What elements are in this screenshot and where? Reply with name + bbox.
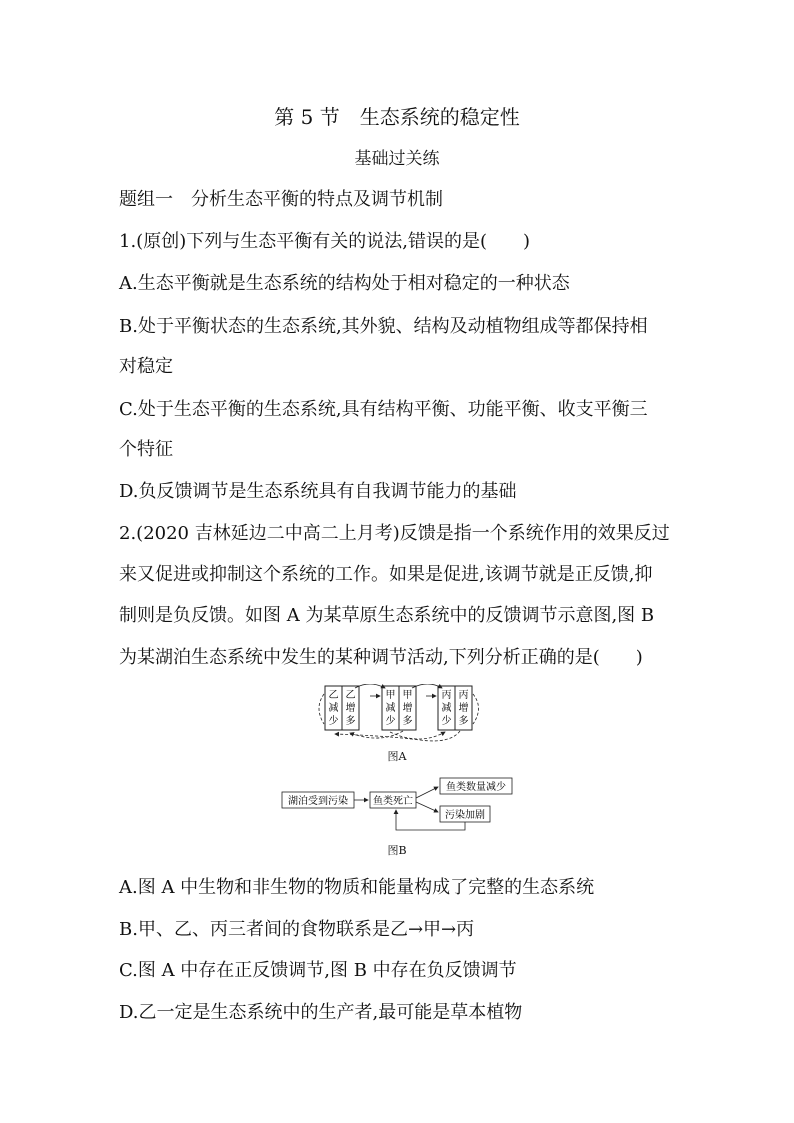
svg-text:多: 多 — [458, 716, 469, 727]
q1-option-a: A.生态平衡就是生态系统的结构处于相对稳定的一种状态 — [119, 273, 570, 294]
figure-a-diagram — [310, 684, 490, 746]
q2-stem-line4: 为某湖泊生态系统中发生的某种调节活动,下列分析正确的是( ) — [119, 647, 643, 668]
q2-stem-line3: 制则是负反馈。如图 A 为某草原生态系统中的反馈调节示意图,图 B — [119, 605, 655, 626]
q2-stem-line1: 2.(2020 吉林延边二中高二上月考)反馈是指一个系统作用的效果反过 — [119, 523, 670, 544]
page-subtitle: 基础过关练 — [354, 149, 440, 169]
q1-option-b-line2: 对稳定 — [119, 356, 173, 377]
svg-text:减: 减 — [328, 703, 339, 714]
q1-stem: 1.(原创)下列与生态平衡有关的说法,错误的是( ) — [119, 231, 530, 252]
box-fish-death — [370, 792, 416, 808]
q1-option-b-line1: B.处于平衡状态的生态系统,其外貌、结构及动植物组成等都保持相 — [119, 316, 648, 337]
svg-text:多: 多 — [402, 716, 413, 727]
box-jia-decrease — [382, 686, 399, 730]
arrow-side-right — [473, 694, 479, 724]
q1-option-d: D.负反馈调节是生态系统具有自我调节能力的基础 — [119, 481, 517, 502]
box-jia-increase — [399, 686, 416, 730]
box-yi-increase — [342, 686, 359, 730]
page-title: 第 5 节 生态系统的稳定性 — [274, 105, 520, 129]
figure-a-caption: 图A — [387, 750, 407, 763]
svg-text:鱼类数量减少: 鱼类数量减少 — [446, 782, 506, 793]
svg-text:增: 增 — [458, 703, 469, 714]
box-bing-decrease — [438, 686, 455, 730]
svg-text:甲: 甲 — [385, 690, 396, 701]
figure-b-caption: 图B — [387, 844, 407, 857]
box-pollution-worsens — [440, 806, 490, 822]
arrow-side-left — [319, 694, 324, 724]
arrow-b-3 — [416, 802, 438, 812]
svg-text:减: 减 — [385, 703, 396, 714]
q2-option-d: D.乙一定是生态系统中的生产者,最可能是草本植物 — [119, 1002, 523, 1023]
svg-text:丙: 丙 — [441, 690, 452, 701]
svg-text:污染加剧: 污染加剧 — [445, 810, 485, 821]
svg-text:湖泊受到污染: 湖泊受到污染 — [288, 796, 348, 807]
svg-text:鱼类死亡: 鱼类死亡 — [373, 796, 413, 807]
arrow-loop-bottom-1 — [335, 731, 460, 741]
box-fish-decrease — [440, 778, 512, 794]
svg-text:乙: 乙 — [345, 690, 356, 701]
arrow-b-2 — [416, 787, 438, 798]
q2-option-b: B.甲、乙、丙三者间的食物联系是乙→甲→丙 — [119, 919, 475, 940]
svg-text:少: 少 — [328, 716, 339, 727]
svg-text:乙: 乙 — [328, 690, 339, 701]
box-yi-decrease — [325, 686, 342, 730]
svg-text:多: 多 — [345, 716, 356, 727]
svg-text:减: 减 — [441, 703, 452, 714]
section-heading: 题组一 分析生态平衡的特点及调节机制 — [119, 189, 443, 210]
box-lake-polluted — [282, 792, 354, 808]
q1-option-c-line1: C.处于生态平衡的生态系统,具有结构平衡、功能平衡、收支平衡三 — [119, 399, 648, 420]
svg-text:少: 少 — [441, 716, 452, 727]
box-bing-increase — [455, 686, 472, 730]
svg-text:增: 增 — [402, 703, 413, 714]
q1-option-c-line2: 个特征 — [119, 439, 173, 460]
svg-text:丙: 丙 — [458, 690, 469, 701]
figure-b-diagram — [278, 774, 518, 834]
svg-text:增: 增 — [345, 703, 356, 714]
svg-text:少: 少 — [385, 716, 396, 727]
svg-text:甲: 甲 — [402, 690, 413, 701]
q2-stem-line2: 来又促进或抑制这个系统的工作。如果是促进,该调节就是正反馈,抑 — [119, 564, 653, 585]
q2-option-c: C.图 A 中存在正反馈调节,图 B 中存在负反馈调节 — [119, 960, 517, 981]
q2-option-a: A.图 A 中生物和非生物的物质和能量构成了完整的生态系统 — [119, 877, 595, 898]
